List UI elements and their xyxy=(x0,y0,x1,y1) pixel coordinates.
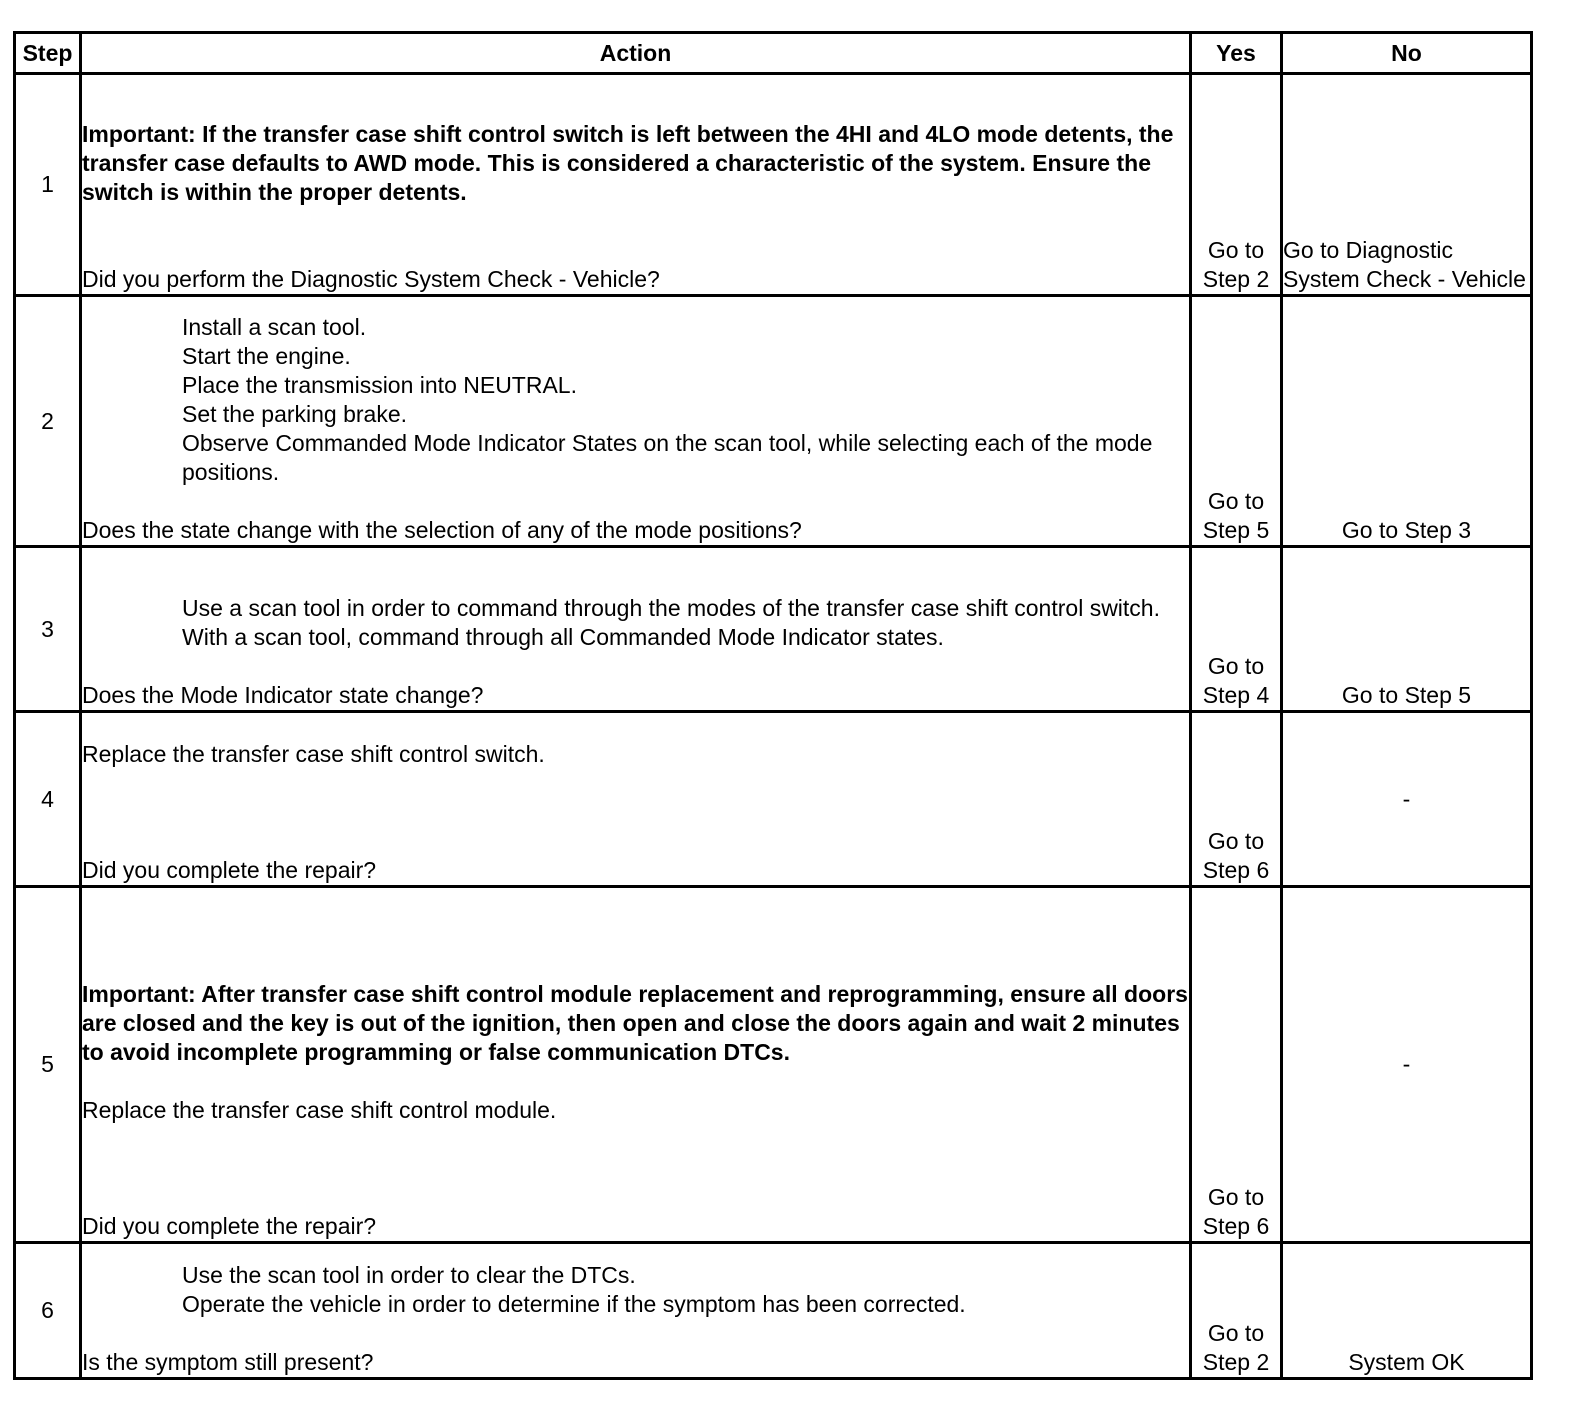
substep-item: Start the engine. xyxy=(182,343,351,369)
no-link: Go to Step 5 xyxy=(1341,682,1472,708)
substep-item: Install a scan tool. xyxy=(182,314,367,340)
no-cell xyxy=(1282,547,1532,712)
action-cell xyxy=(81,887,1191,1243)
table-row xyxy=(15,712,1532,887)
diagnostic-table xyxy=(13,31,1533,1380)
substep-item: Operate the vehicle in order to determine if the symptom has been corrected. xyxy=(182,1291,966,1317)
table-row xyxy=(15,74,1532,296)
yes-cell xyxy=(1191,1243,1282,1379)
yes-link: Go to Step 5 xyxy=(1202,488,1270,543)
step-number: 2 xyxy=(15,296,81,547)
question-text: Did you perform the Diagnostic System Check - Vehicle? xyxy=(82,266,660,292)
table-row xyxy=(15,887,1532,1243)
instruction-text: Replace the transfer case shift control module. xyxy=(82,1097,557,1123)
yes-link: Go to Step 6 xyxy=(1202,1184,1270,1239)
no-link: - xyxy=(1402,785,1411,812)
step-number: 3 xyxy=(15,547,81,712)
yes-cell xyxy=(1191,74,1282,296)
yes-cell xyxy=(1191,887,1282,1243)
no-cell xyxy=(1282,74,1532,296)
action-cell xyxy=(81,712,1191,887)
step-number: 6 xyxy=(15,1243,81,1379)
no-cell xyxy=(1282,1243,1532,1379)
question-text: Does the state change with the selection of any of the mode positions? xyxy=(82,517,802,543)
substep-item: With a scan tool, command through all Commanded Mode Indicator states. xyxy=(182,624,944,650)
step-number: 5 xyxy=(15,887,81,1243)
instruction-text: Replace the transfer case shift control switch. xyxy=(82,741,545,767)
substep-list xyxy=(182,1261,1189,1319)
step-number: 4 xyxy=(15,712,81,887)
table-row xyxy=(15,296,1532,547)
important-note: Important: If the transfer case shift control switch is left between the 4HI and 4LO mode detents, the transfer case defaults to AWD mode. This is considered a characteristic of the system. Ensure the switch is within the proper detents. xyxy=(82,121,1174,205)
substep-item: Set the parking brake. xyxy=(182,401,408,427)
no-link: Go to Step 3 xyxy=(1341,517,1472,543)
action-cell xyxy=(81,547,1191,712)
no-link: System OK xyxy=(1348,1349,1465,1375)
question-text: Did you complete the repair? xyxy=(82,857,377,883)
no-link: Go to Diagnostic System Check - Vehicle xyxy=(1283,237,1526,292)
yes-link: Go to Step 2 xyxy=(1202,237,1270,292)
substep-list xyxy=(182,594,1189,652)
no-cell xyxy=(1282,887,1532,1243)
substep-list xyxy=(182,313,1189,487)
action-cell xyxy=(81,1243,1191,1379)
substep-item: Observe Commanded Mode Indicator States on the scan tool, while selecting each of the mode positions. xyxy=(182,430,1153,485)
yes-link: Go to Step 6 xyxy=(1202,828,1270,883)
header-yes: Yes xyxy=(1191,33,1282,74)
question-text: Did you complete the repair? xyxy=(82,1213,377,1239)
no-cell xyxy=(1282,712,1532,887)
no-link: - xyxy=(1402,1051,1411,1077)
header-no: No xyxy=(1282,33,1532,74)
important-note: Important: After transfer case shift control module replacement and reprogramming, ensure all doors are closed and the key is out of the ignition, then open and close the doors again and wait 2 minutes to avoid incomplete programming or false communication DTCs. xyxy=(82,981,1188,1065)
header-step: Step xyxy=(15,33,81,74)
yes-link: Go to Step 4 xyxy=(1202,653,1270,708)
substep-item: Use the scan tool in order to clear the DTCs. xyxy=(182,1262,636,1288)
yes-link: Go to Step 2 xyxy=(1202,1320,1270,1375)
no-cell xyxy=(1282,296,1532,547)
action-cell xyxy=(81,74,1191,296)
header-row xyxy=(15,33,1532,74)
question-text: Does the Mode Indicator state change? xyxy=(82,682,484,708)
table-row xyxy=(15,547,1532,712)
table-row xyxy=(15,1243,1532,1379)
substep-item: Use a scan tool in order to command through the modes of the transfer case shift control switch. xyxy=(182,595,1160,621)
action-cell xyxy=(81,296,1191,547)
yes-cell xyxy=(1191,296,1282,547)
step-number: 1 xyxy=(15,74,81,296)
substep-item: Place the transmission into NEUTRAL. xyxy=(182,372,577,398)
question-text: Is the symptom still present? xyxy=(82,1349,374,1375)
yes-cell xyxy=(1191,712,1282,887)
yes-cell xyxy=(1191,547,1282,712)
header-action: Action xyxy=(81,33,1191,74)
